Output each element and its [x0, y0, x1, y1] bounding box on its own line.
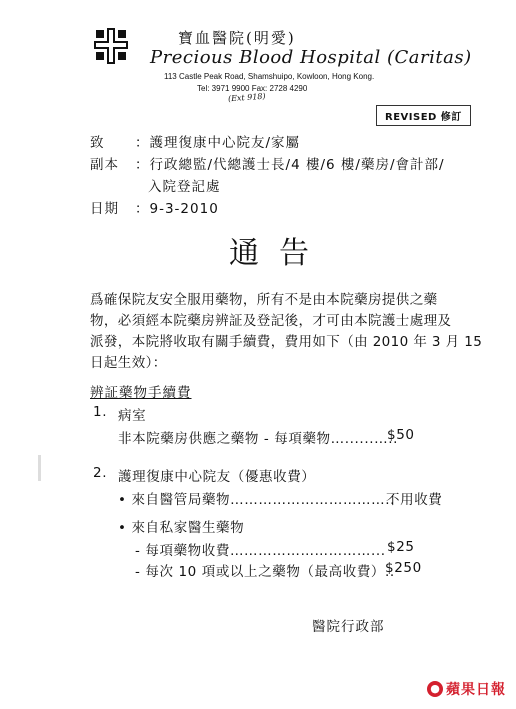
hospital-address: 113 Castle Peak Road, Shamshuipo, Kowloon, Hong Kong. — [164, 72, 375, 81]
section-2-number: 2. — [93, 465, 108, 481]
section-2-sub-a-price: $25 — [387, 539, 415, 555]
hospital-name-zh: 寶血醫院(明愛) — [178, 29, 296, 47]
hospital-name-en: Precious Blood Hospital (Caritas) — [150, 47, 472, 68]
revised-stamp: REVISED 修訂 — [376, 105, 471, 126]
section-2-bullet-1: • 來自醫管局藥物…………………………….. — [118, 492, 396, 508]
hospital-cross-logo-icon — [94, 28, 128, 64]
section-1-price: $50 — [387, 427, 415, 443]
cc-label: 副本 — [90, 157, 119, 173]
section-2-title: 護理復康中心院友（優惠收費） — [118, 469, 316, 485]
cc-value: ：行政總監/代總護士長/4 樓/6 樓/藥房/會計部/ — [135, 157, 445, 173]
section-2-sub-a: - 每項藥物收費…………………………... — [135, 543, 386, 559]
scan-smudge — [38, 455, 41, 481]
section-2-sub-b-price: $250 — [385, 560, 422, 576]
notice-title: 通告 — [229, 236, 329, 271]
signature-dept: 醫院行政部 — [312, 619, 385, 635]
date-value: ：9-3-2010 — [135, 201, 219, 217]
body-line-3: 派發，本院將收取有關手續費，費用如下（由 2010 年 3 月 15 — [90, 334, 483, 350]
watermark-text: 蘋果日報 — [446, 682, 506, 698]
date-label: 日期 — [90, 201, 119, 217]
body-line-1: 爲確保院友安全服用藥物，所有不是由本院藥房提供之藥 — [90, 292, 438, 308]
section-1-item: 非本院藥房供應之藥物 - 每項藥物…......….. — [118, 431, 398, 447]
body-line-2: 物，必須經本院藥房辨証及登記後，才可由本院護士處理及 — [90, 313, 452, 329]
apple-daily-watermark — [427, 679, 506, 699]
fees-heading: 辨証藥物手續費 — [90, 385, 192, 401]
apple-icon: ● — [427, 681, 443, 697]
section-1-number: 1. — [93, 404, 108, 420]
body-line-4: 日起生效）： — [90, 355, 167, 371]
to-value: ：護理復康中心院友/家屬 — [135, 135, 301, 151]
hospital-tel-fax: Tel: 3971 9900 Fax: 2728 4290 — [197, 84, 308, 93]
section-1-title: 病室 — [118, 408, 147, 424]
section-2-sub-b: - 每次 10 項或以上之藥物（最高收費）.. — [135, 564, 395, 580]
section-2-bullet-1-price: 不用收費 — [386, 492, 443, 508]
to-label: 致 — [90, 135, 105, 151]
section-2-bullet-2: • 來自私家醫生藥物 — [118, 520, 245, 536]
handwritten-ext-note: (Ext 918) — [227, 91, 266, 104]
cc-value-cont: 入院登記處 — [148, 179, 221, 195]
